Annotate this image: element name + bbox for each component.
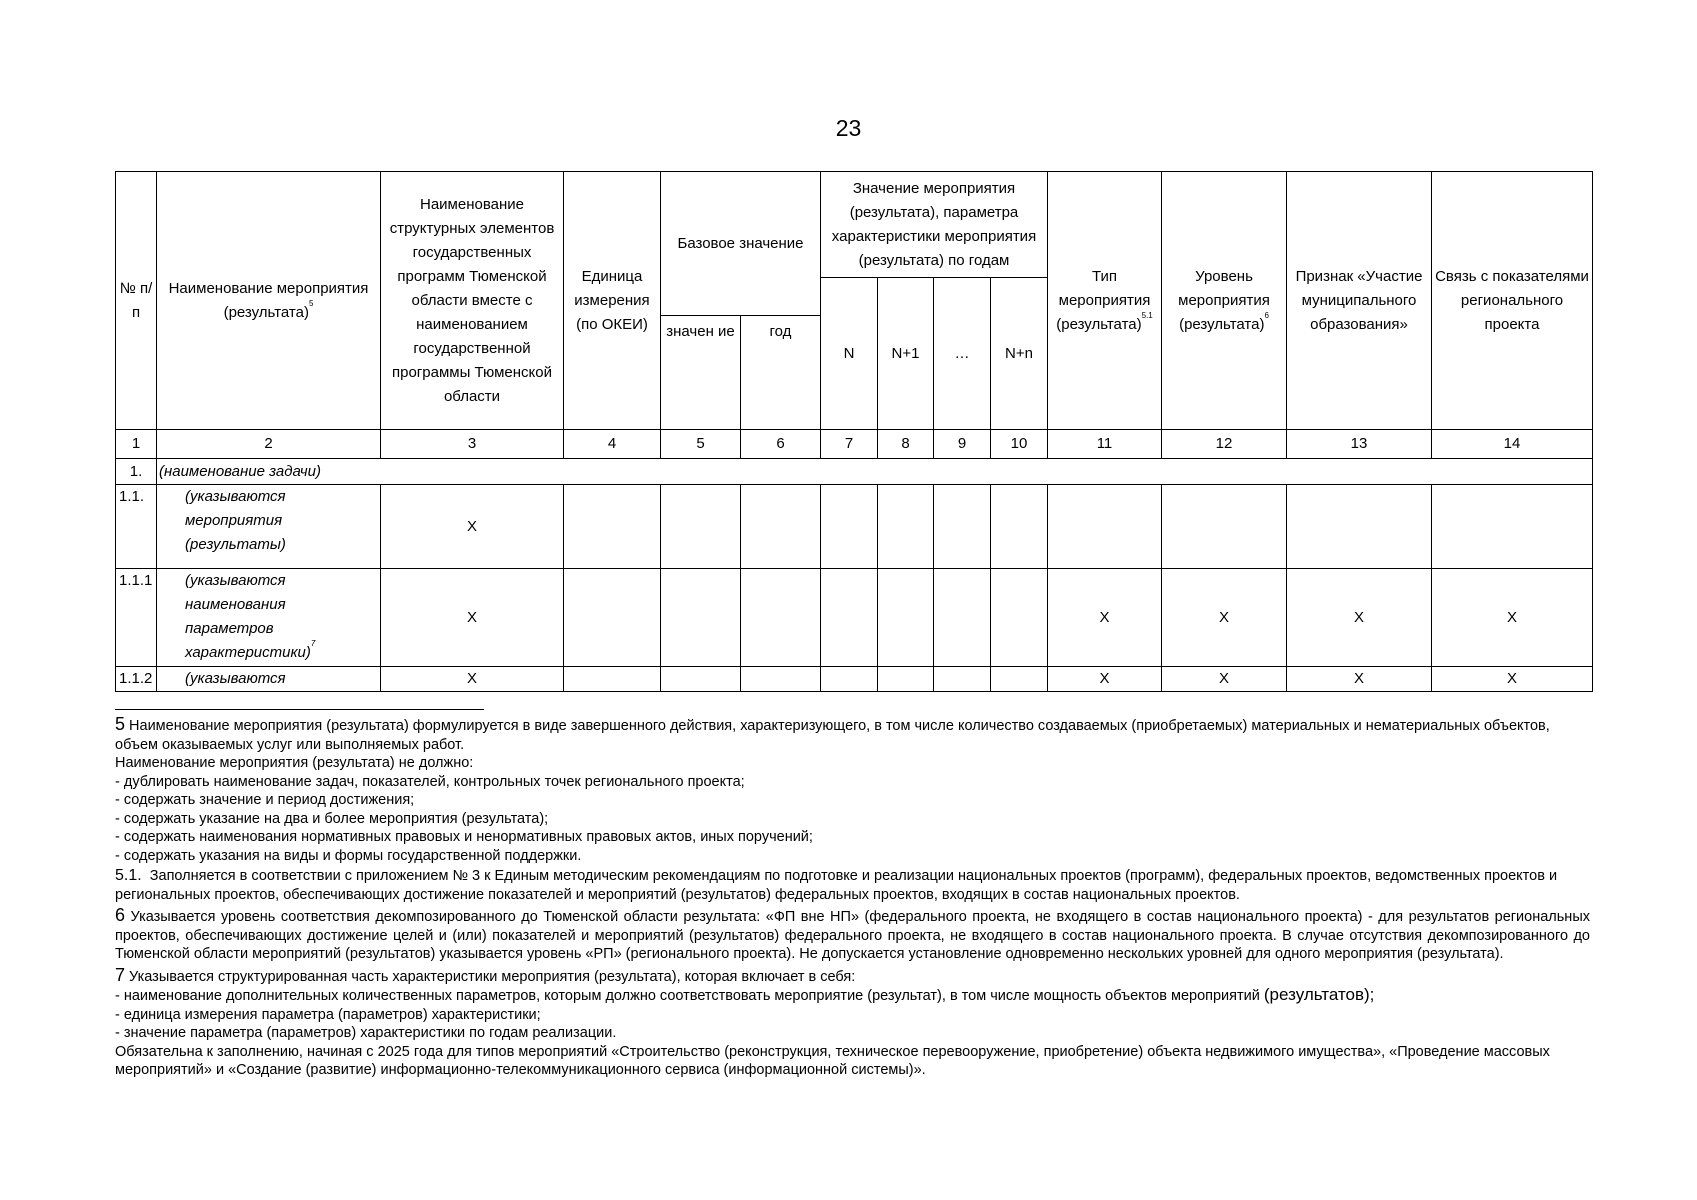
task-name: (наименование задачи) <box>157 459 1593 485</box>
footnote-7-item: - значение параметра (параметров) характеристики по годам реализации. <box>115 1025 617 1041</box>
footnote-7-item: - единица измерения параметра (параметров) характеристики; <box>115 1006 541 1023</box>
row-municipal-cell <box>1287 485 1432 569</box>
col-number: 3 <box>381 430 564 459</box>
row-level-cell <box>1162 485 1287 569</box>
header-row-1 <box>116 172 1593 278</box>
header-base-year: год <box>741 316 821 430</box>
col-number: 5 <box>661 430 741 459</box>
footnote-5-item: - содержать указание на два и более мероприятия (результата); <box>115 810 549 827</box>
footnote-7: 7 Указывается структурированная часть характеристики мероприятия (результата), которая включает в себя: <box>115 964 856 985</box>
row-municipal-cell: Х <box>1287 667 1432 692</box>
footnote-5-subtitle: Наименование мероприятия (результата) не должно: <box>115 755 474 771</box>
footnote-7-item: - наименование дополнительных количественных параметров, которым должно соответствовать мероприятие (результат), в том числе мощность объектов мероприятий (результатов); <box>115 985 1375 1004</box>
col-number: 13 <box>1287 430 1432 459</box>
header-unit: Единица измерения (по ОКЕИ) <box>564 172 661 430</box>
row-link-cell <box>1432 485 1593 569</box>
row-struct-cell: Х <box>381 485 564 569</box>
col-number: 12 <box>1162 430 1287 459</box>
table-row <box>116 569 1593 667</box>
row-level-cell: Х <box>1162 569 1287 667</box>
header-year-dots: … <box>934 278 991 430</box>
header-years: Значение мероприятия (результата), параметра характеристики мероприятия (результата) по годам <box>821 172 1048 278</box>
header-year-n: N <box>821 278 878 430</box>
header-year-nn: N+n <box>991 278 1048 430</box>
footnote-7-final: Обязательна к заполнению, начиная с 2025 года для типов мероприятий «Строительство (реконструкция, техническое перевооружение, приобретение) объекта недвижимого имущества», «Проведение массовых мероприятий» и «Создание (развитие) информационно-телекоммуникационного сервиса (информационной системы)». <box>115 1043 1550 1078</box>
page-number: 23 <box>835 115 862 141</box>
header-name: Наименование мероприятия (результата)$^5$ <box>157 172 381 430</box>
header-municipal: Признак «Участие муниципального образования» <box>1287 172 1432 430</box>
col-number: 14 <box>1432 430 1593 459</box>
col-number: 7 <box>821 430 878 459</box>
footnote-5-item: - содержать наименования нормативных правовых и ненормативных правовых актов, иных поручений; <box>115 829 813 845</box>
column-numbers-row <box>116 430 1593 459</box>
row-text: (указываются наименования параметров характеристики)$^7$ <box>157 569 381 667</box>
footnote-5-item: - дублировать наименование задач, показателей, контрольных точек регионального проекта; <box>115 773 745 790</box>
col-number: 1 <box>116 430 157 459</box>
header-year-n1: N+1 <box>878 278 934 430</box>
row-num: 1.1. <box>116 485 157 569</box>
row-struct-cell: Х <box>381 569 564 667</box>
col-number: 2 <box>157 430 381 459</box>
header-base: Базовое значение <box>661 172 821 316</box>
header-num: № п/п <box>116 172 157 430</box>
col-number: 4 <box>564 430 661 459</box>
row-link-cell: Х <box>1432 569 1593 667</box>
task-num: 1. <box>116 459 157 485</box>
footnote-5: 5 Наименование мероприятия (результата) формулируется в виде завершенного действия, характеризующего, в том числе количество создаваемых (приобретаемых) материальных и нематериальных объектов, объем оказываемых услуг или выполняемых работ. <box>115 714 1550 753</box>
col-number: 8 <box>878 430 934 459</box>
header-struct: Наименование структурных элементов государственных программ Тюменской области вместе с наименованием государственной программы Тюменской области <box>381 172 564 430</box>
row-text: (указываются <box>157 667 381 692</box>
header-link: Связь с показателями регионального проекта <box>1432 172 1593 430</box>
row-struct-cell: Х <box>381 667 564 692</box>
header-base-value: значен ие <box>661 316 741 430</box>
row-link-cell: Х <box>1432 667 1593 692</box>
row-level-cell: Х <box>1162 667 1287 692</box>
header-type: Тип мероприятия (результата)$^{5.1}$ <box>1048 172 1162 430</box>
results-table <box>115 171 1593 692</box>
row-num: 1.1.1 <box>116 569 157 667</box>
footnote-separator <box>115 709 484 710</box>
col-number: 11 <box>1048 430 1162 459</box>
footnotes <box>115 715 1590 1080</box>
row-municipal-cell: Х <box>1287 569 1432 667</box>
row-num: 1.1.2 <box>116 667 157 692</box>
row-text: (указываются мероприятия (результаты) <box>157 485 381 569</box>
col-number: 10 <box>991 430 1048 459</box>
row-type-cell <box>1048 485 1162 569</box>
footnote-5-item: - содержать указания на виды и формы государственной поддержки. <box>115 847 582 864</box>
task-row <box>116 459 1593 485</box>
header-level: Уровень мероприятия (результата)$^6$ <box>1162 172 1287 430</box>
row-type-cell: Х <box>1048 569 1162 667</box>
footnote-5-item: - содержать значение и период достижения; <box>115 792 415 808</box>
col-number: 6 <box>741 430 821 459</box>
table-row <box>116 485 1593 569</box>
table-row <box>116 667 1593 692</box>
footnote-6: 6 Указывается уровень соответствия декомпозированного до Тюменской области результата: «ФП вне НП» (федерального проекта, не входящего в состав национального проекта) - для результатов региональных проектов, обеспечивающих достижение целей и (или) показателей и мероприятий (результатов) федерального проекта, не входящего в состав национального проекта. В случае отсутствия декомпозированного до Тюменской области мероприятий (результатов) указывается уровень «РП» (регионального проекта). Не допускается установление одновременно нескольких уровней для одного мероприятия (результата). <box>115 905 1590 962</box>
footnote-5-1: 5.1. Заполняется в соответствии с приложением № 3 к Единым методическим рекомендациям по подготовке и реализации национальных проектов (программ), федеральных проектов, ведомственных проектов и региональных проектов, обеспечивающих достижение показателей и мероприятий (результатов) федеральных проектов, входящих в состав национальных проектов. <box>115 867 1558 903</box>
row-type-cell: Х <box>1048 667 1162 692</box>
col-number: 9 <box>934 430 991 459</box>
